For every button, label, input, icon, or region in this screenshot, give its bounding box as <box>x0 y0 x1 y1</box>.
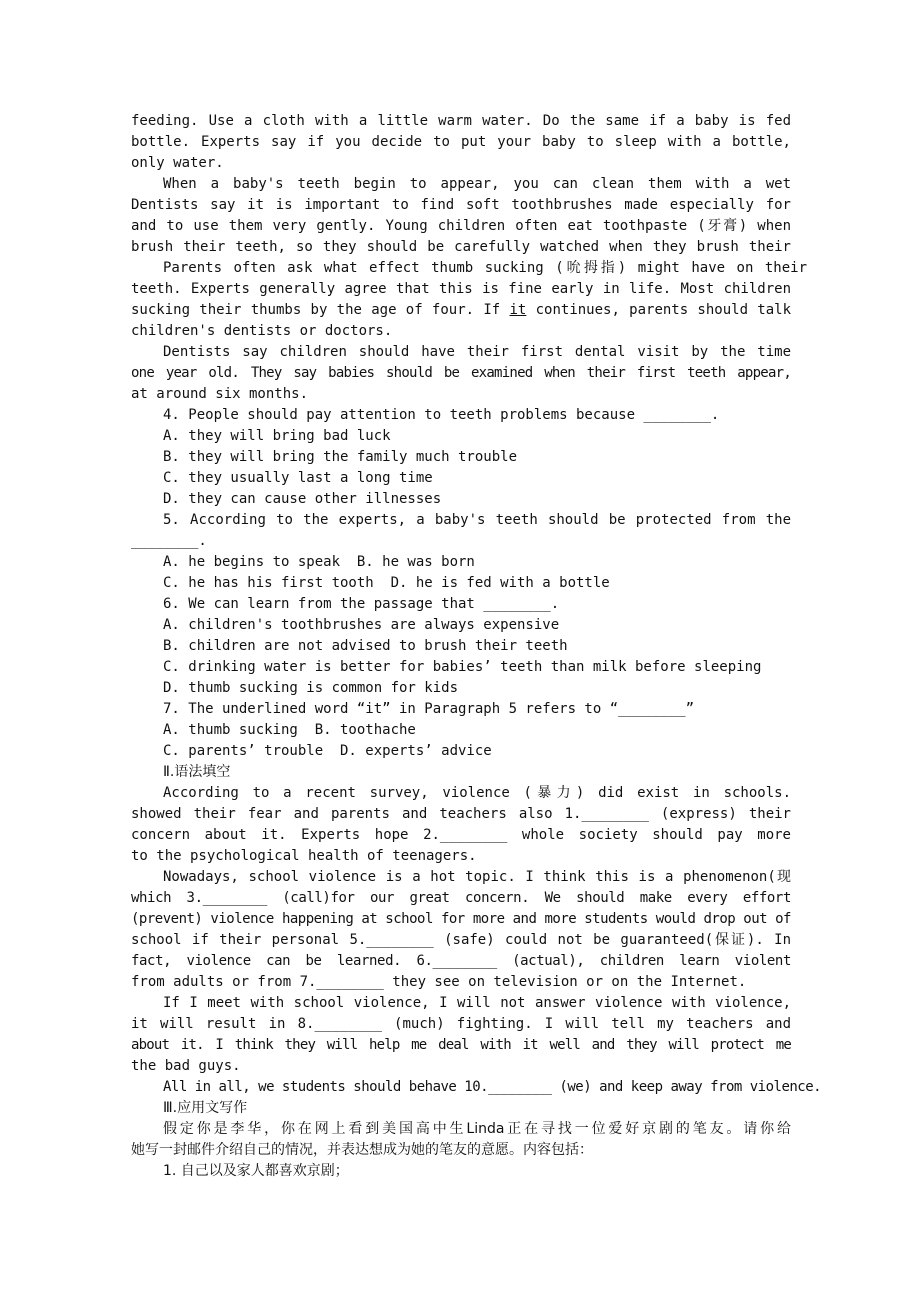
passage-text: continues, parents should talk <box>535 302 791 318</box>
question-option: A. they will bring bad luck <box>163 428 391 444</box>
grammar-line: school if their personal 5.________ (safe) could not be guaranteed(保证). In <box>131 932 791 948</box>
question-stem: ________. <box>131 533 207 549</box>
passage-line: at around six months. <box>131 386 309 402</box>
passage-line: teeth. Experts generally agree that this is fine early in life. Most children <box>131 281 791 297</box>
grammar-line: If I meet with school violence, I will not answer violence with violence, <box>163 995 791 1011</box>
grammar-line: (prevent) violence happening at school for more and more students would drop out of <box>131 911 791 927</box>
section-heading: Ⅱ.语法填空 <box>163 764 231 780</box>
question-stem: 6. We can learn from the passage that ________. <box>163 596 560 612</box>
writing-item: 1. 自己以及家人都喜欢京剧； <box>163 1163 349 1179</box>
question-option: C. parents’ trouble D. experts’ advice <box>163 743 492 759</box>
grammar-line: fact, violence can be learned. 6.________ (actual), children learn violent <box>131 953 791 969</box>
underlined-word: it <box>509 302 527 318</box>
question-stem: 7. The underlined word “it” in Paragraph 5 refers to “________” <box>163 701 695 717</box>
grammar-line: which 3.________ (call)for our great concern. We should make every effort <box>131 890 791 906</box>
grammar-line: it will result in 8.________ (much) fighting. I will tell my teachers and <box>131 1016 791 1032</box>
writing-line: 假定你是李华，你在网上看到美国高中生Linda正在寻找一位爱好京剧的笔友。请你给 <box>163 1121 791 1137</box>
passage-line: Dentists say children should have their first dental visit by the time <box>163 344 791 360</box>
question-option: A. thumb sucking B. toothache <box>163 722 416 738</box>
passage-line: one year old. They say babies should be examined when their first teeth appear, <box>131 365 791 381</box>
question-stem: 4. People should pay attention to teeth problems because ________. <box>163 407 720 423</box>
passage-line: and to use them very gently. Young children often eat toothpaste (牙膏) when <box>131 218 791 234</box>
question-option: A. he begins to speak B. he was born <box>163 554 475 570</box>
passage-line: Parents often ask what effect thumb sucking (吮拇指) might have on their <box>163 260 807 276</box>
passage-line: brush their teeth, so they should be carefully watched when they brush their <box>131 239 791 255</box>
question-option: C. they usually last a long time <box>163 470 433 486</box>
passage-line: When a baby's teeth begin to appear, you can clean them with a wet <box>163 176 791 192</box>
document-page <box>131 111 822 1182</box>
question-option: D. thumb sucking is common for kids <box>163 680 459 696</box>
passage-text: sucking their thumbs by the age of four. If <box>131 302 510 318</box>
question-option: B. children are not advised to brush their teeth <box>163 638 568 654</box>
grammar-line: about it. I think they will help me deal with it well and they will protect me <box>131 1037 791 1053</box>
writing-line: 她写一封邮件介绍自己的情况，并表达想成为她的笔友的意愿。内容包括： <box>131 1142 593 1158</box>
question-option: B. they will bring the family much trouble <box>163 449 518 465</box>
question-option: C. drinking water is better for babies’ teeth than milk before sleeping <box>163 659 762 675</box>
grammar-line: According to a recent survey, violence (暴力) did exist in schools. <box>163 785 791 801</box>
grammar-line: All in all, we students should behave 10.________ (we) and keep away from violence. <box>163 1079 822 1095</box>
passage-line: children's dentists or doctors. <box>131 323 393 339</box>
question-option: A. children's toothbrushes are always expensive <box>163 617 560 633</box>
grammar-line: from adults or from 7.________ they see on television or on the Internet. <box>131 974 747 990</box>
passage-line: feeding. Use a cloth with a little warm water. Do the same if a baby is fed <box>131 113 791 129</box>
passage-line: only water. <box>131 155 224 171</box>
passage-line: Dentists say it is important to find soft toothbrushes made especially for <box>131 197 791 213</box>
passage-line-with-underline <box>131 300 791 321</box>
question-stem: 5. According to the experts, a baby's teeth should be protected from the <box>163 512 791 528</box>
grammar-line: Nowadays, school violence is a hot topic. I think this is a phenomenon(现 <box>163 869 791 885</box>
section-heading: Ⅲ.应用文写作 <box>163 1100 248 1116</box>
grammar-line: showed their fear and parents and teachers also 1.________ (express) their <box>131 806 791 822</box>
passage-line: bottle. Experts say if you decide to put your baby to sleep with a bottle, <box>131 134 791 150</box>
grammar-line: concern about it. Experts hope 2.________ whole society should pay more <box>131 827 791 843</box>
grammar-line: to the psychological health of teenagers. <box>131 848 477 864</box>
grammar-line: the bad guys. <box>131 1058 241 1074</box>
question-option: C. he has his first tooth D. he is fed with a bottle <box>163 575 610 591</box>
question-option: D. they can cause other illnesses <box>163 491 442 507</box>
